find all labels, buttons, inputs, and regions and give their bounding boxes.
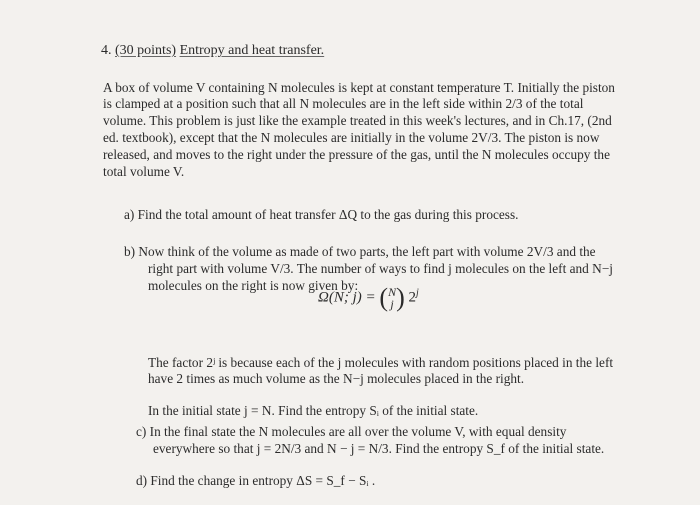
intro-line-1: A box of volume V containing N molecules is kept at constant temperature T. Initially the piston [103,80,615,95]
part-c-line-2: everywhere so that j = 2N/3 and N − j = N/3. Find the entropy S_f of the initial state. [153,441,605,456]
part-c-line-1: c) In the final state the N molecules are all over the volume V, with equal density [136,424,567,439]
points-label: (30 points) [115,43,177,58]
formula-exponent: j [416,287,419,299]
binomial-top: N [388,285,397,299]
binomial-bottom: j [390,297,394,311]
intro-line-4: ed. textbook), except that the N molecules are initially in the volume 2V/3. The piston is now [103,130,600,145]
problem-number: 4. [101,43,112,58]
part-d: d) Find the change in entropy ΔS = S_f − Sᵢ . [136,473,376,488]
binomial [388,286,396,310]
formula-lhs: Ω(N; j) = [318,289,376,306]
problem-heading [101,43,324,59]
omega-formula: Ω(N; j) = (N j) 2$^j$ [318,283,419,312]
intro-line-2: is clamped at a position such that all N molecules are in the left side within 2/3 of the total [103,96,584,111]
part-b-note-1: The factor 2ʲ is because each of the j molecules with random positions placed in the left [148,355,614,370]
part-b-note-2: have 2 times as much volume as the N−j molecules placed in the right. [148,371,525,386]
intro-line-3: volume. This problem is just like the example treated in this week's lectures, and in Ch.17, (2nd [103,113,612,128]
intro-line-5: released, and moves to the right under the pressure of the gas, until the N molecules occupy the [103,147,610,162]
formula-base: 2 [408,289,416,306]
intro-line-6: total volume V. [103,164,185,179]
part-b-line-2: right part with volume V/3. The number of ways to find j molecules on the left and N−j [148,261,613,276]
part-b-line-1: b) Now think of the volume as made of two parts, the left part with volume 2V/3 and the [124,244,596,259]
part-a: a) Find the total amount of heat transfer ΔQ to the gas during this process. [124,207,519,222]
part-b-line-3: molecules on the right is now given by: [148,278,359,293]
problem-title: Entropy and heat transfer. [179,43,325,58]
part-b-task: In the initial state j = N. Find the entropy Sᵢ of the initial state. [148,403,479,418]
